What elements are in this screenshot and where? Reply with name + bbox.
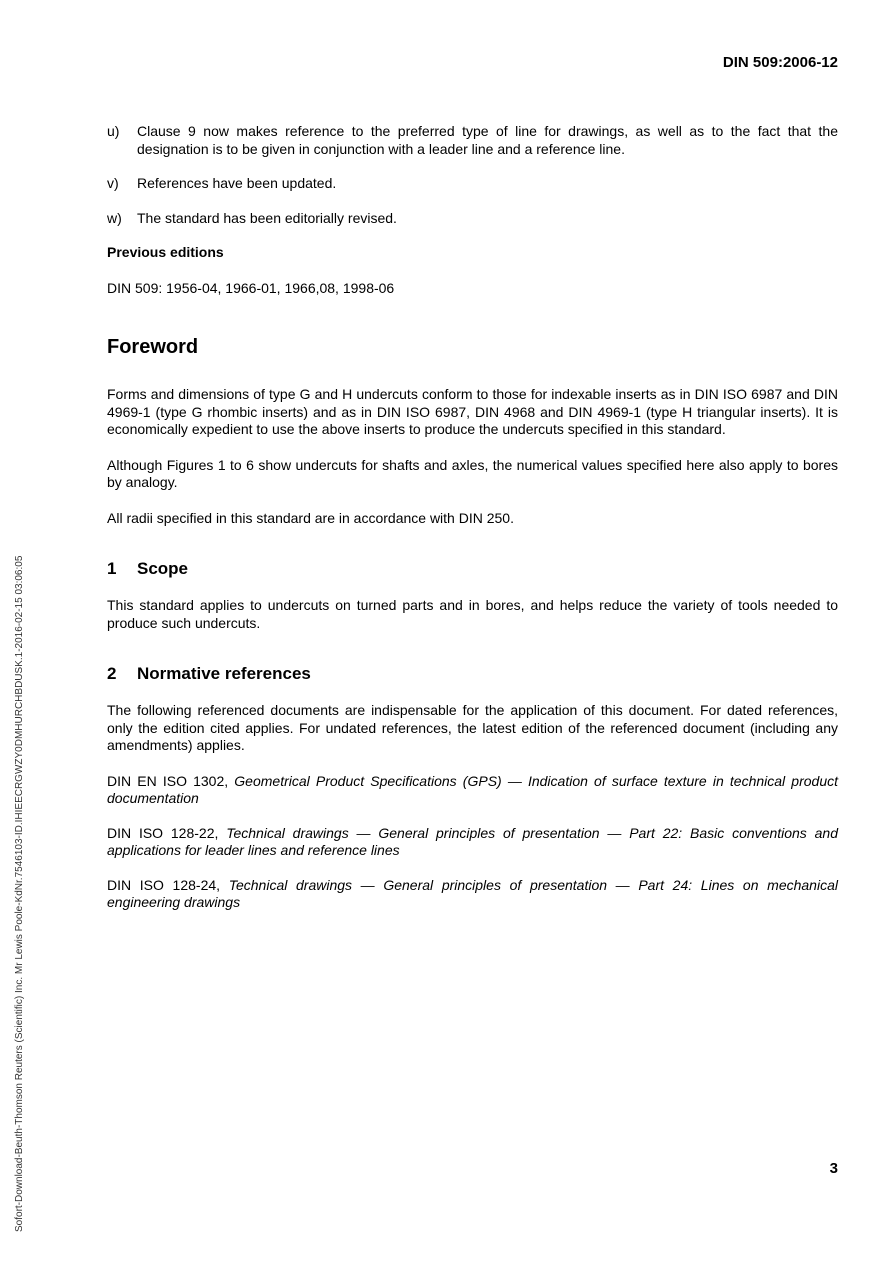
reference-code: DIN ISO 128-24,: [107, 876, 229, 893]
list-text: References have been updated.: [137, 175, 337, 191]
reference-entry: [107, 825, 838, 860]
section-title: Normative references: [137, 664, 311, 683]
list-text: The standard has been editorially revised.: [137, 209, 397, 226]
previous-editions-text: DIN 509: 1956-04, 1966-01, 1966,08, 1998-06: [107, 279, 395, 296]
list-item: [107, 123, 838, 158]
previous-editions-heading: Previous editions: [107, 244, 224, 260]
foreword-paragraph: All radii specified in this standard are in accordance with DIN 250.: [107, 509, 514, 526]
foreword-paragraph: Forms and dimensions of type G and H undercuts conform to those for indexable inserts as in DIN ISO 6987 and DIN 4969-1 (type G rhombic inserts) and as in DIN ISO 6987, DIN 4968 and DIN 4969-1 (type H triangular inserts). It is economically expedient to use the above inserts to produce the undercuts specified in this standard.: [107, 386, 838, 437]
list-text: Clause 9 now makes reference to the preferred type of line for drawings, as well as to the fact that the designation is to be given in conjunction with a leader line and a reference line.: [137, 123, 838, 157]
section-number: 1: [107, 559, 117, 578]
scope-heading: [107, 559, 838, 579]
list-item: [107, 210, 838, 228]
reference-title: Technical drawings — General principles of presentation — Part 24: Lines on mechanical engineering drawings: [107, 876, 838, 910]
section-title: Scope: [137, 559, 189, 578]
download-watermark-text: Sofort-Download-Beuth-Thomson Reuters (Scientific) Inc. Mr Lewis Poole-KdNr.7546103-ID.IHIEECRGWZY0DMHURCHBDUSK.1-2016-02-15 03:06:05: [14, 555, 25, 1232]
reference-entry: [107, 773, 838, 808]
reference-title: Geometrical Product Specifications (GPS) — Indication of surface texture in technical product documentation: [107, 772, 838, 806]
reference-code: DIN ISO 128-22,: [107, 824, 227, 841]
normative-references-intro: The following referenced documents are indispensable for the application of this document. For dated references, only the edition cited applies. For undated references, the latest edition of the referenced document (including any amendments) applies.: [107, 702, 838, 753]
list-item: [107, 175, 838, 193]
foreword-heading: Foreword: [107, 336, 199, 358]
foreword-paragraph: Although Figures 1 to 6 show undercuts for shafts and axles, the numerical values specified here also apply to bores by analogy.: [107, 456, 838, 490]
page-content: [107, 123, 838, 929]
reference-title: Technical drawings — General principles of presentation — Part 22: Basic conventions and applications for leader lines and reference lines: [107, 824, 838, 858]
document-code: DIN 509:2006-12: [722, 54, 838, 71]
page-number: 3: [829, 1160, 838, 1177]
scope-text: This standard applies to undercuts on turned parts and in bores, and helps reduce the variety of tools needed to produce such undercuts.: [107, 597, 838, 631]
section-number: 2: [107, 664, 117, 683]
list-marker: v): [107, 175, 119, 191]
list-marker: u): [107, 123, 120, 139]
reference-entry: [107, 877, 838, 912]
normative-references-heading: [107, 664, 838, 684]
reference-code: DIN EN ISO 1302,: [107, 772, 235, 789]
list-marker: w): [107, 209, 122, 226]
